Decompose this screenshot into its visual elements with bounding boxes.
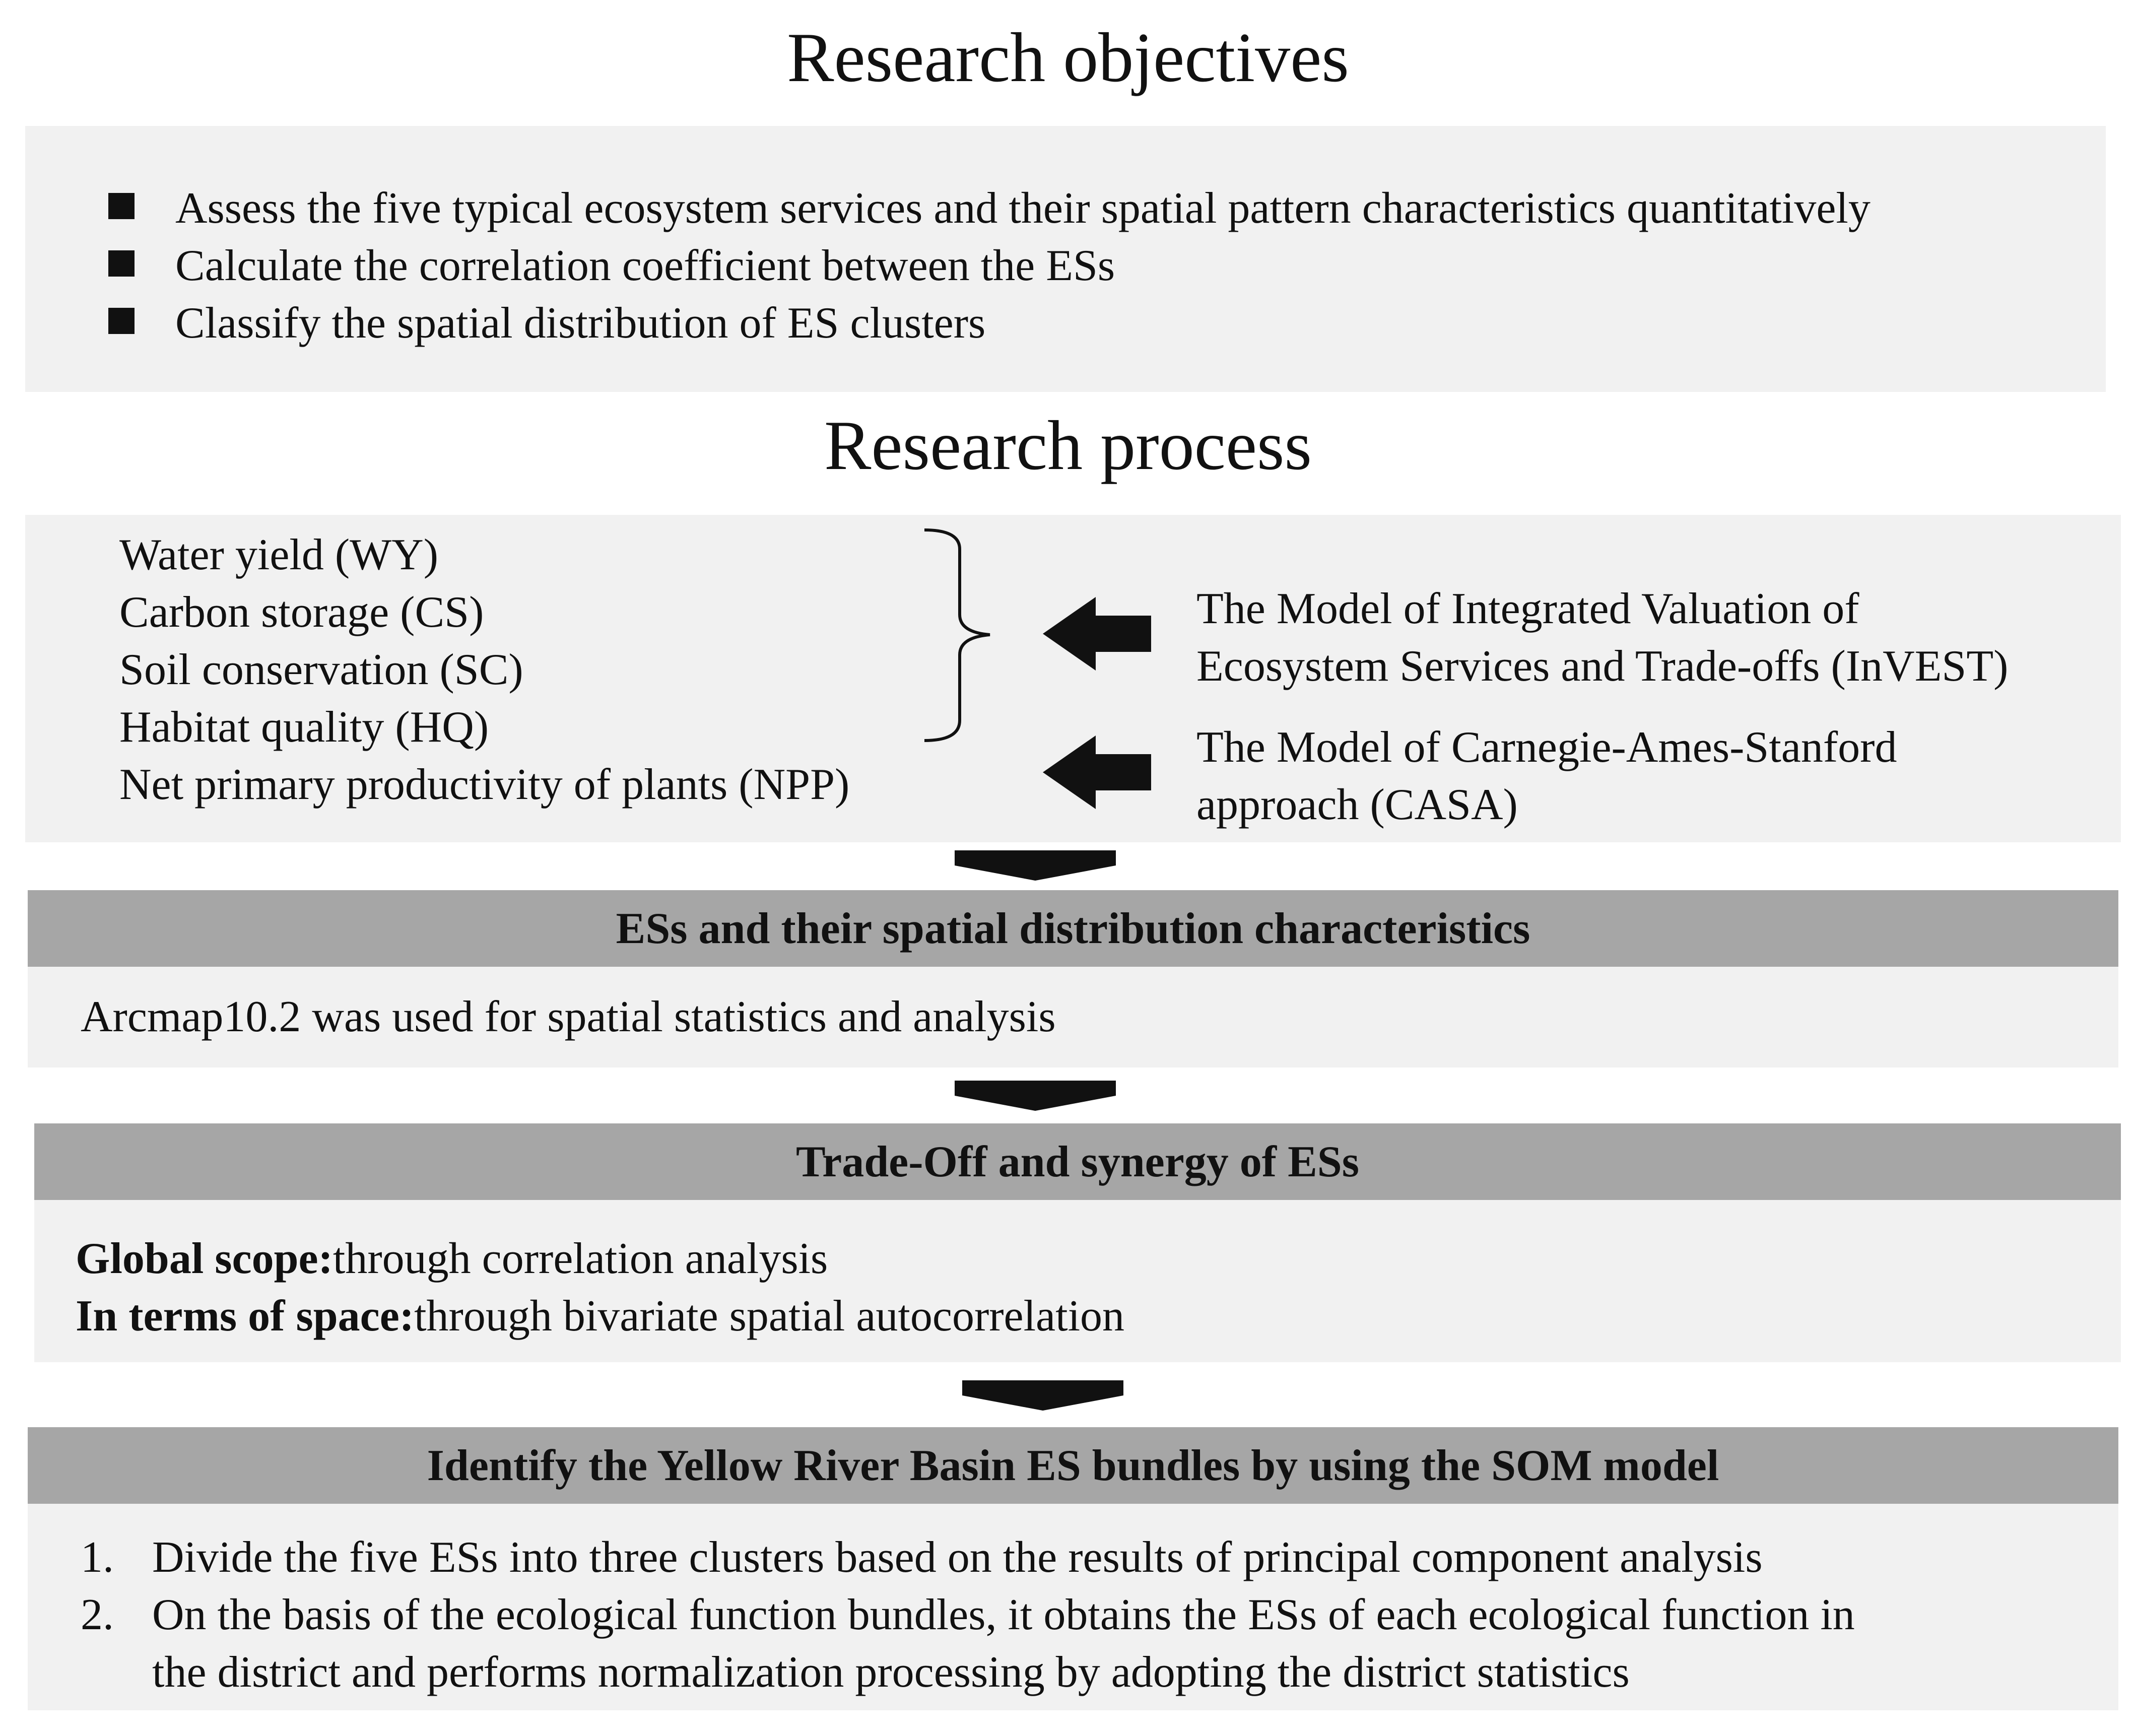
arrow-down-icon bbox=[955, 1081, 1116, 1111]
objective-item: Calculate the correlation coefficient between the ESs bbox=[175, 241, 1115, 290]
tradeoff-header: Trade-Off and synergy of ESs bbox=[34, 1123, 2121, 1200]
global-scope-text: through correlation analysis bbox=[332, 1234, 828, 1283]
som-item-number: 1. bbox=[81, 1533, 114, 1582]
arrow-left-icon bbox=[1043, 597, 1151, 671]
som-item-line: On the basis of the ecological function bundles, it obtains the ESs of each ecological function in bbox=[152, 1590, 1855, 1639]
casa-model-line: approach (CASA) bbox=[1196, 780, 1518, 829]
space-label: In terms of space: bbox=[76, 1292, 415, 1341]
arrow-down-icon bbox=[955, 850, 1116, 881]
invest-model-line: The Model of Integrated Valuation of bbox=[1196, 584, 1859, 633]
arrow-left-icon bbox=[1043, 736, 1151, 809]
invest-model-line: Ecosystem Services and Trade-offs (InVEST) bbox=[1196, 642, 2009, 691]
som-header: Identify the Yellow River Basin ES bundles by using the SOM model bbox=[28, 1427, 2118, 1504]
objectives-title: Research objectives bbox=[787, 19, 1349, 97]
som-item-line: Divide the five ESs into three clusters based on the results of principal component analysis bbox=[152, 1533, 1763, 1582]
casa-model-line: The Model of Carnegie-Ames-Stanford bbox=[1196, 723, 1897, 772]
som-item-line: the district and performs normalization processing by adopting the district statistics bbox=[152, 1648, 1630, 1697]
space-text: through bivariate spatial autocorrelation bbox=[414, 1292, 1125, 1341]
service-item-sc: Soil conservation (SC) bbox=[119, 645, 523, 694]
objective-item: Classify the spatial distribution of ES clusters bbox=[175, 299, 986, 348]
process-title: Research process bbox=[824, 407, 1312, 485]
spatial-header: ESs and their spatial distribution characteristics bbox=[28, 890, 2118, 967]
spatial-body: Arcmap10.2 was used for spatial statistics and analysis bbox=[81, 992, 1056, 1041]
service-item-hq: Habitat quality (HQ) bbox=[119, 703, 489, 752]
som-item-number: 2. bbox=[81, 1590, 114, 1639]
service-item-npp: Net primary productivity of plants (NPP) bbox=[119, 760, 850, 809]
global-scope-label: Global scope: bbox=[76, 1234, 333, 1283]
arrow-down-icon bbox=[962, 1380, 1123, 1411]
service-item-cs: Carbon storage (CS) bbox=[119, 588, 484, 637]
objective-item: Assess the five typical ecosystem services and their spatial pattern characteristics quantitatively bbox=[175, 184, 1871, 233]
brace-icon bbox=[924, 530, 990, 741]
service-item-wy: Water yield (WY) bbox=[119, 530, 439, 579]
